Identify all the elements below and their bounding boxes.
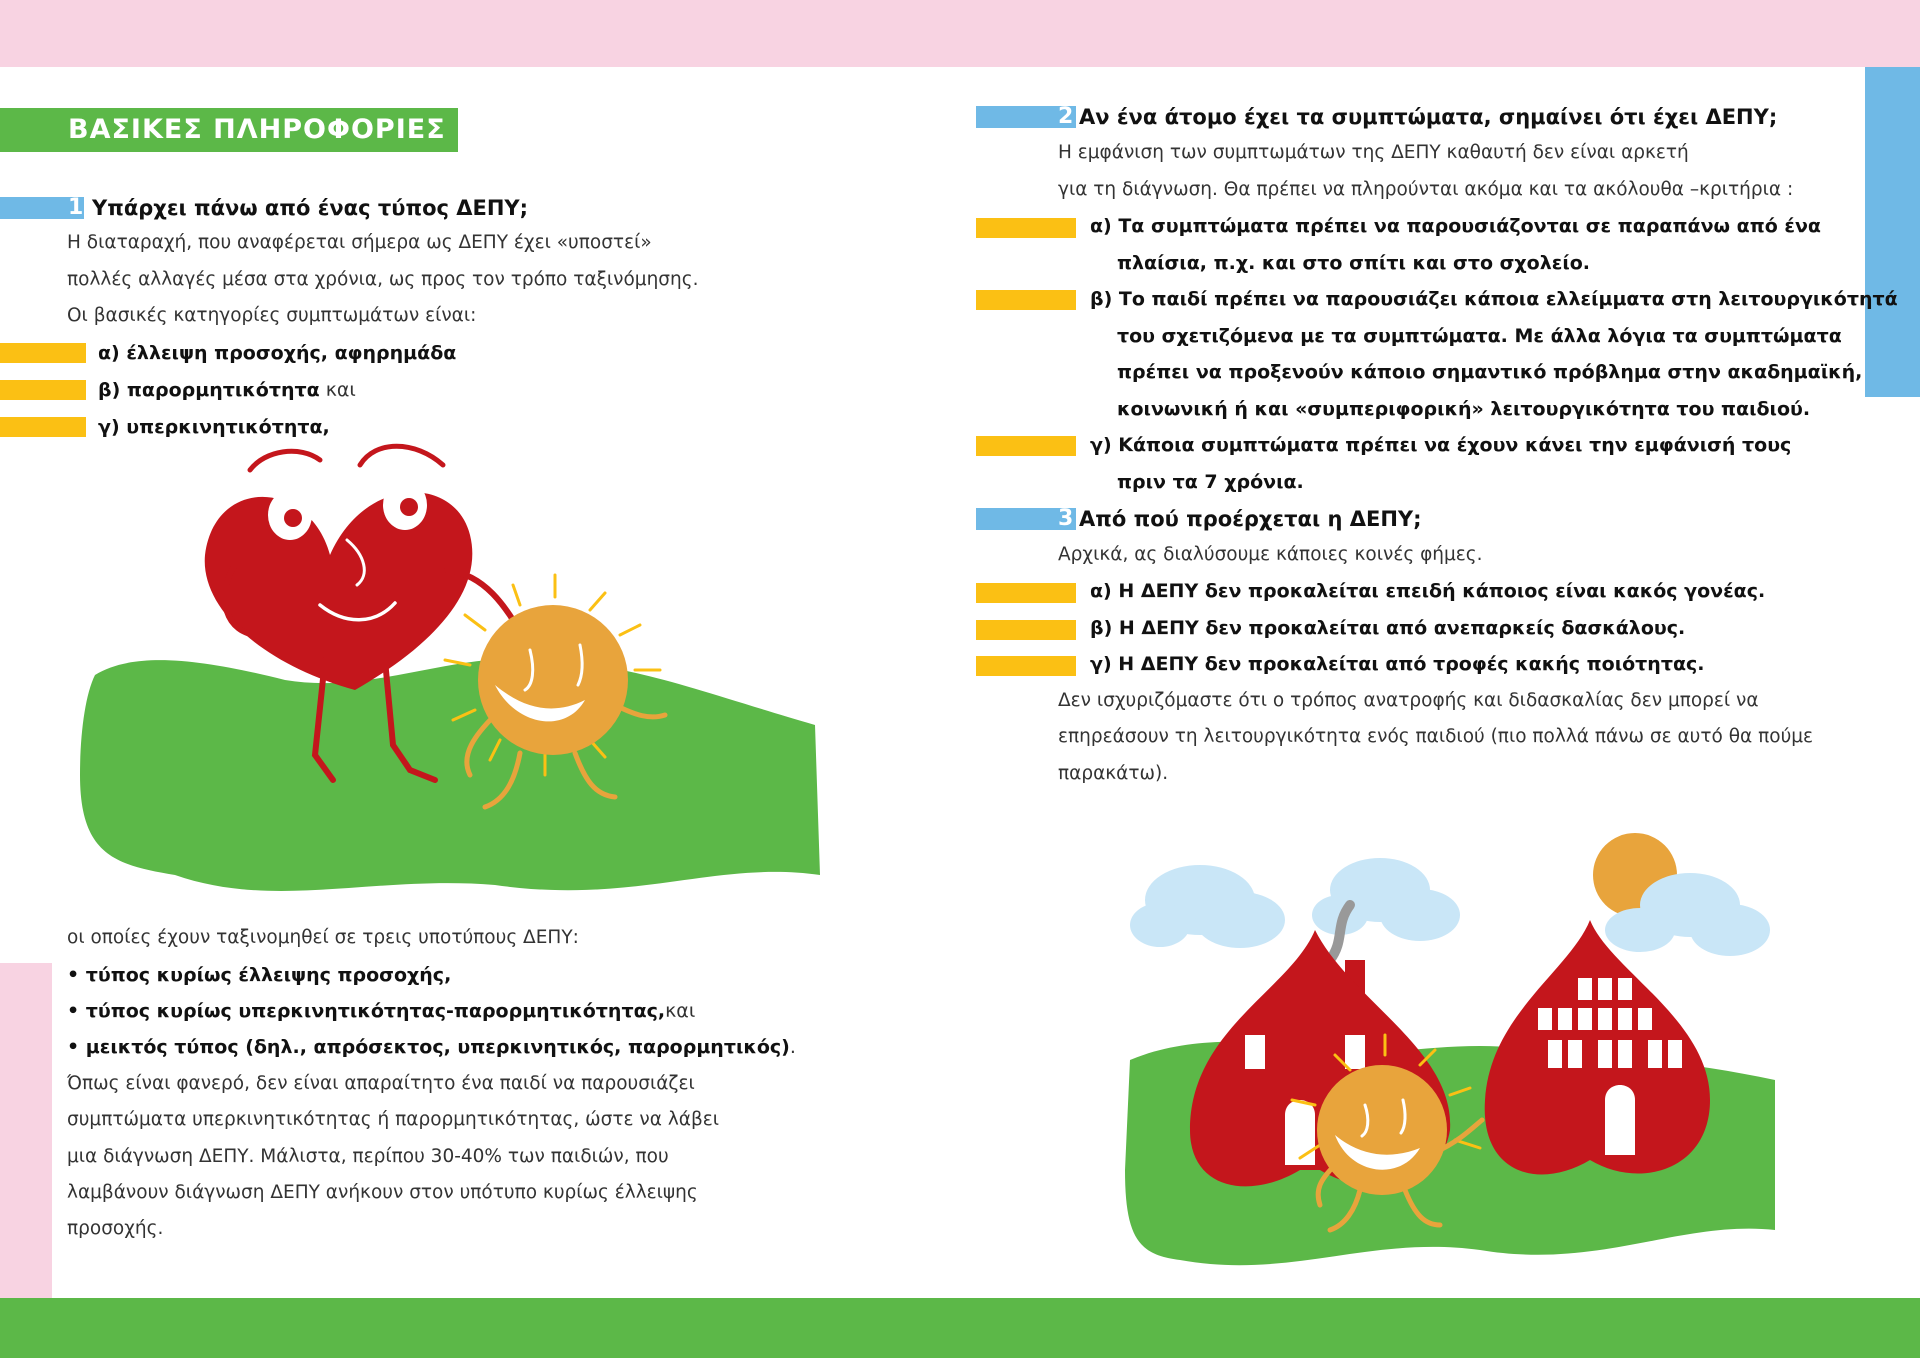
q2-number: 2 xyxy=(1058,104,1074,129)
q1-heading: Υπάρχει πάνω από ένας τύπος ΔΕΠΥ; xyxy=(92,196,529,220)
bullet-bar xyxy=(976,290,1076,310)
q1-closing-line: προσοχής. xyxy=(67,1218,164,1239)
q3-closing-line: Δεν ισχυριζόμαστε ότι ο τρόπος ανατροφής και διδασκαλίας δεν μπορεί να xyxy=(1058,690,1759,711)
bullet-bar xyxy=(0,380,86,400)
q2-intro-line: για τη διάγνωση. Θα πρέπει να πληρούνται ακόμα και τα ακόλουθα –κριτήρια : xyxy=(1058,179,1794,200)
section-title: ΒΑΣΙΚΕΣ ΠΛΗΡΟΦΟΡΙΕΣ xyxy=(68,114,446,145)
sun-body xyxy=(1317,1065,1447,1195)
bullet-bar xyxy=(976,218,1076,238)
q3-number: 3 xyxy=(1058,506,1074,531)
q1-closing-line: συμπτώματα υπερκινητικότητας ή παρορμητικότητας, ώστε να λάβει xyxy=(67,1109,720,1130)
q3-closing-line: παρακάτω). xyxy=(1058,763,1169,784)
bullet-bar xyxy=(976,620,1076,640)
q1-symptom-item: α) έλλειψη προσοχής, αφηρημάδα xyxy=(98,342,457,364)
q2-criterion-line: β) Το παιδί πρέπει να παρουσιάζει κάποια ελλείμματα στη λειτουργικότητά xyxy=(1090,288,1898,310)
bullet-bar xyxy=(976,656,1076,676)
left-pink-strip xyxy=(0,963,52,1298)
q1-symptom-item: γ) υπερκινητικότητα, xyxy=(98,416,330,438)
q2-heading: Αν ένα άτομο έχει τα συμπτώματα, σημαίνει ότι έχει ΔΕΠΥ; xyxy=(1079,105,1778,129)
q3-intro: Αρχικά, ας διαλύσουμε κάποιες κοινές φήμες. xyxy=(1058,544,1483,565)
q1-intro-line: Οι βασικές κατηγορίες συμπτωμάτων είναι: xyxy=(67,305,477,326)
right-blue-strip xyxy=(1865,67,1920,397)
q1-closing-line: λαμβάνουν διάγνωση ΔΕΠΥ ανήκουν στον υπότυπο κυρίως έλλειψης xyxy=(67,1182,698,1203)
q1-subtype-item: • μεικτός τύπος (δηλ., απρόσεκτος, υπερκινητικός, παρορμητικός). xyxy=(67,1036,796,1058)
q3-closing-line: επηρεάσουν τη λειτουργικότητα ενός παιδιού (πιο πολλά πάνω σε αυτό θα πούμε xyxy=(1058,726,1814,747)
q1-intro-line: Η διαταραχή, που αναφέρεται σήμερα ως ΔΕΠΥ έχει «υποστεί» xyxy=(67,232,652,253)
q3-myth-item: α) Η ΔΕΠΥ δεν προκαλείται επειδή κάποιος είναι κακός γονέας. xyxy=(1090,580,1766,602)
q1-intro-line: πολλές αλλαγές μέσα στα χρόνια, ως προς τον τρόπο ταξινόμησης. xyxy=(67,269,699,290)
houses-illustration xyxy=(1120,830,1780,1290)
grass-shape xyxy=(80,659,820,891)
q1-subtypes-intro: οι οποίες έχουν ταξινομηθεί σε τρεις υποτύπους ΔΕΠΥ: xyxy=(67,927,579,948)
q2-criterion-line: α) Τα συμπτώματα πρέπει να παρουσιάζονται σε παραπάνω από ένα xyxy=(1090,215,1821,237)
q2-criterion-line: πριν τα 7 χρόνια. xyxy=(1117,471,1304,493)
q2-criterion-line: κοινωνική ή και «συμπεριφορική» λειτουργικότητα του παιδιού. xyxy=(1117,398,1811,420)
bottom-green-band xyxy=(0,1298,1920,1358)
q1-subtype-item: • τύπος κυρίως έλλειψης προσοχής, xyxy=(67,964,452,986)
q3-heading: Από πού προέρχεται η ΔΕΠΥ; xyxy=(1079,507,1422,531)
bullet-bar xyxy=(0,417,86,437)
heart-sun-illustration xyxy=(75,435,825,915)
top-pink-band xyxy=(0,0,1920,67)
q3-myth-item: β) Η ΔΕΠΥ δεν προκαλείται από ανεπαρκείς δασκάλους. xyxy=(1090,617,1686,639)
q2-criterion-line: γ) Κάποια συμπτώματα πρέπει να έχουν κάνει την εμφάνισή τους xyxy=(1090,434,1792,456)
q2-criterion-line: πλαίσια, π.χ. και στο σπίτι και στο σχολείο. xyxy=(1117,252,1591,274)
q2-criterion-line: πρέπει να προξενούν κάποιο σημαντικό πρόβλημα στην ακαδημαϊκή, xyxy=(1117,361,1863,383)
q1-symptom-item: β) παρορμητικότητα και xyxy=(98,379,356,401)
q2-intro-line: Η εμφάνιση των συμπτωμάτων της ΔΕΠΥ καθαυτή δεν είναι αρκετή xyxy=(1058,142,1689,163)
q2-criterion-line: του σχετιζόμενα με τα συμπτώματα. Με άλλα λόγια τα συμπτώματα xyxy=(1117,325,1842,347)
heart-body xyxy=(205,492,473,690)
q1-closing-line: Όπως είναι φανερό, δεν είναι απαραίτητο ένα παιδί να παρουσιάζει xyxy=(67,1073,695,1094)
bullet-bar xyxy=(976,436,1076,456)
sun-body xyxy=(478,605,628,755)
q1-number: 1 xyxy=(68,195,84,220)
q1-subtype-item: • τύπος κυρίως υπερκινητικότητας-παρορμητικότητας,και xyxy=(67,1000,696,1022)
clouds xyxy=(1130,858,1460,948)
q3-myth-item: γ) Η ΔΕΠΥ δεν προκαλείται από τροφές κακής ποιότητας. xyxy=(1090,653,1705,675)
q1-closing-line: μια διάγνωση ΔΕΠΥ. Μάλιστα, περίπου 30-40% των παιδιών, που xyxy=(67,1146,669,1167)
bullet-bar xyxy=(976,583,1076,603)
bullet-bar xyxy=(0,343,86,363)
